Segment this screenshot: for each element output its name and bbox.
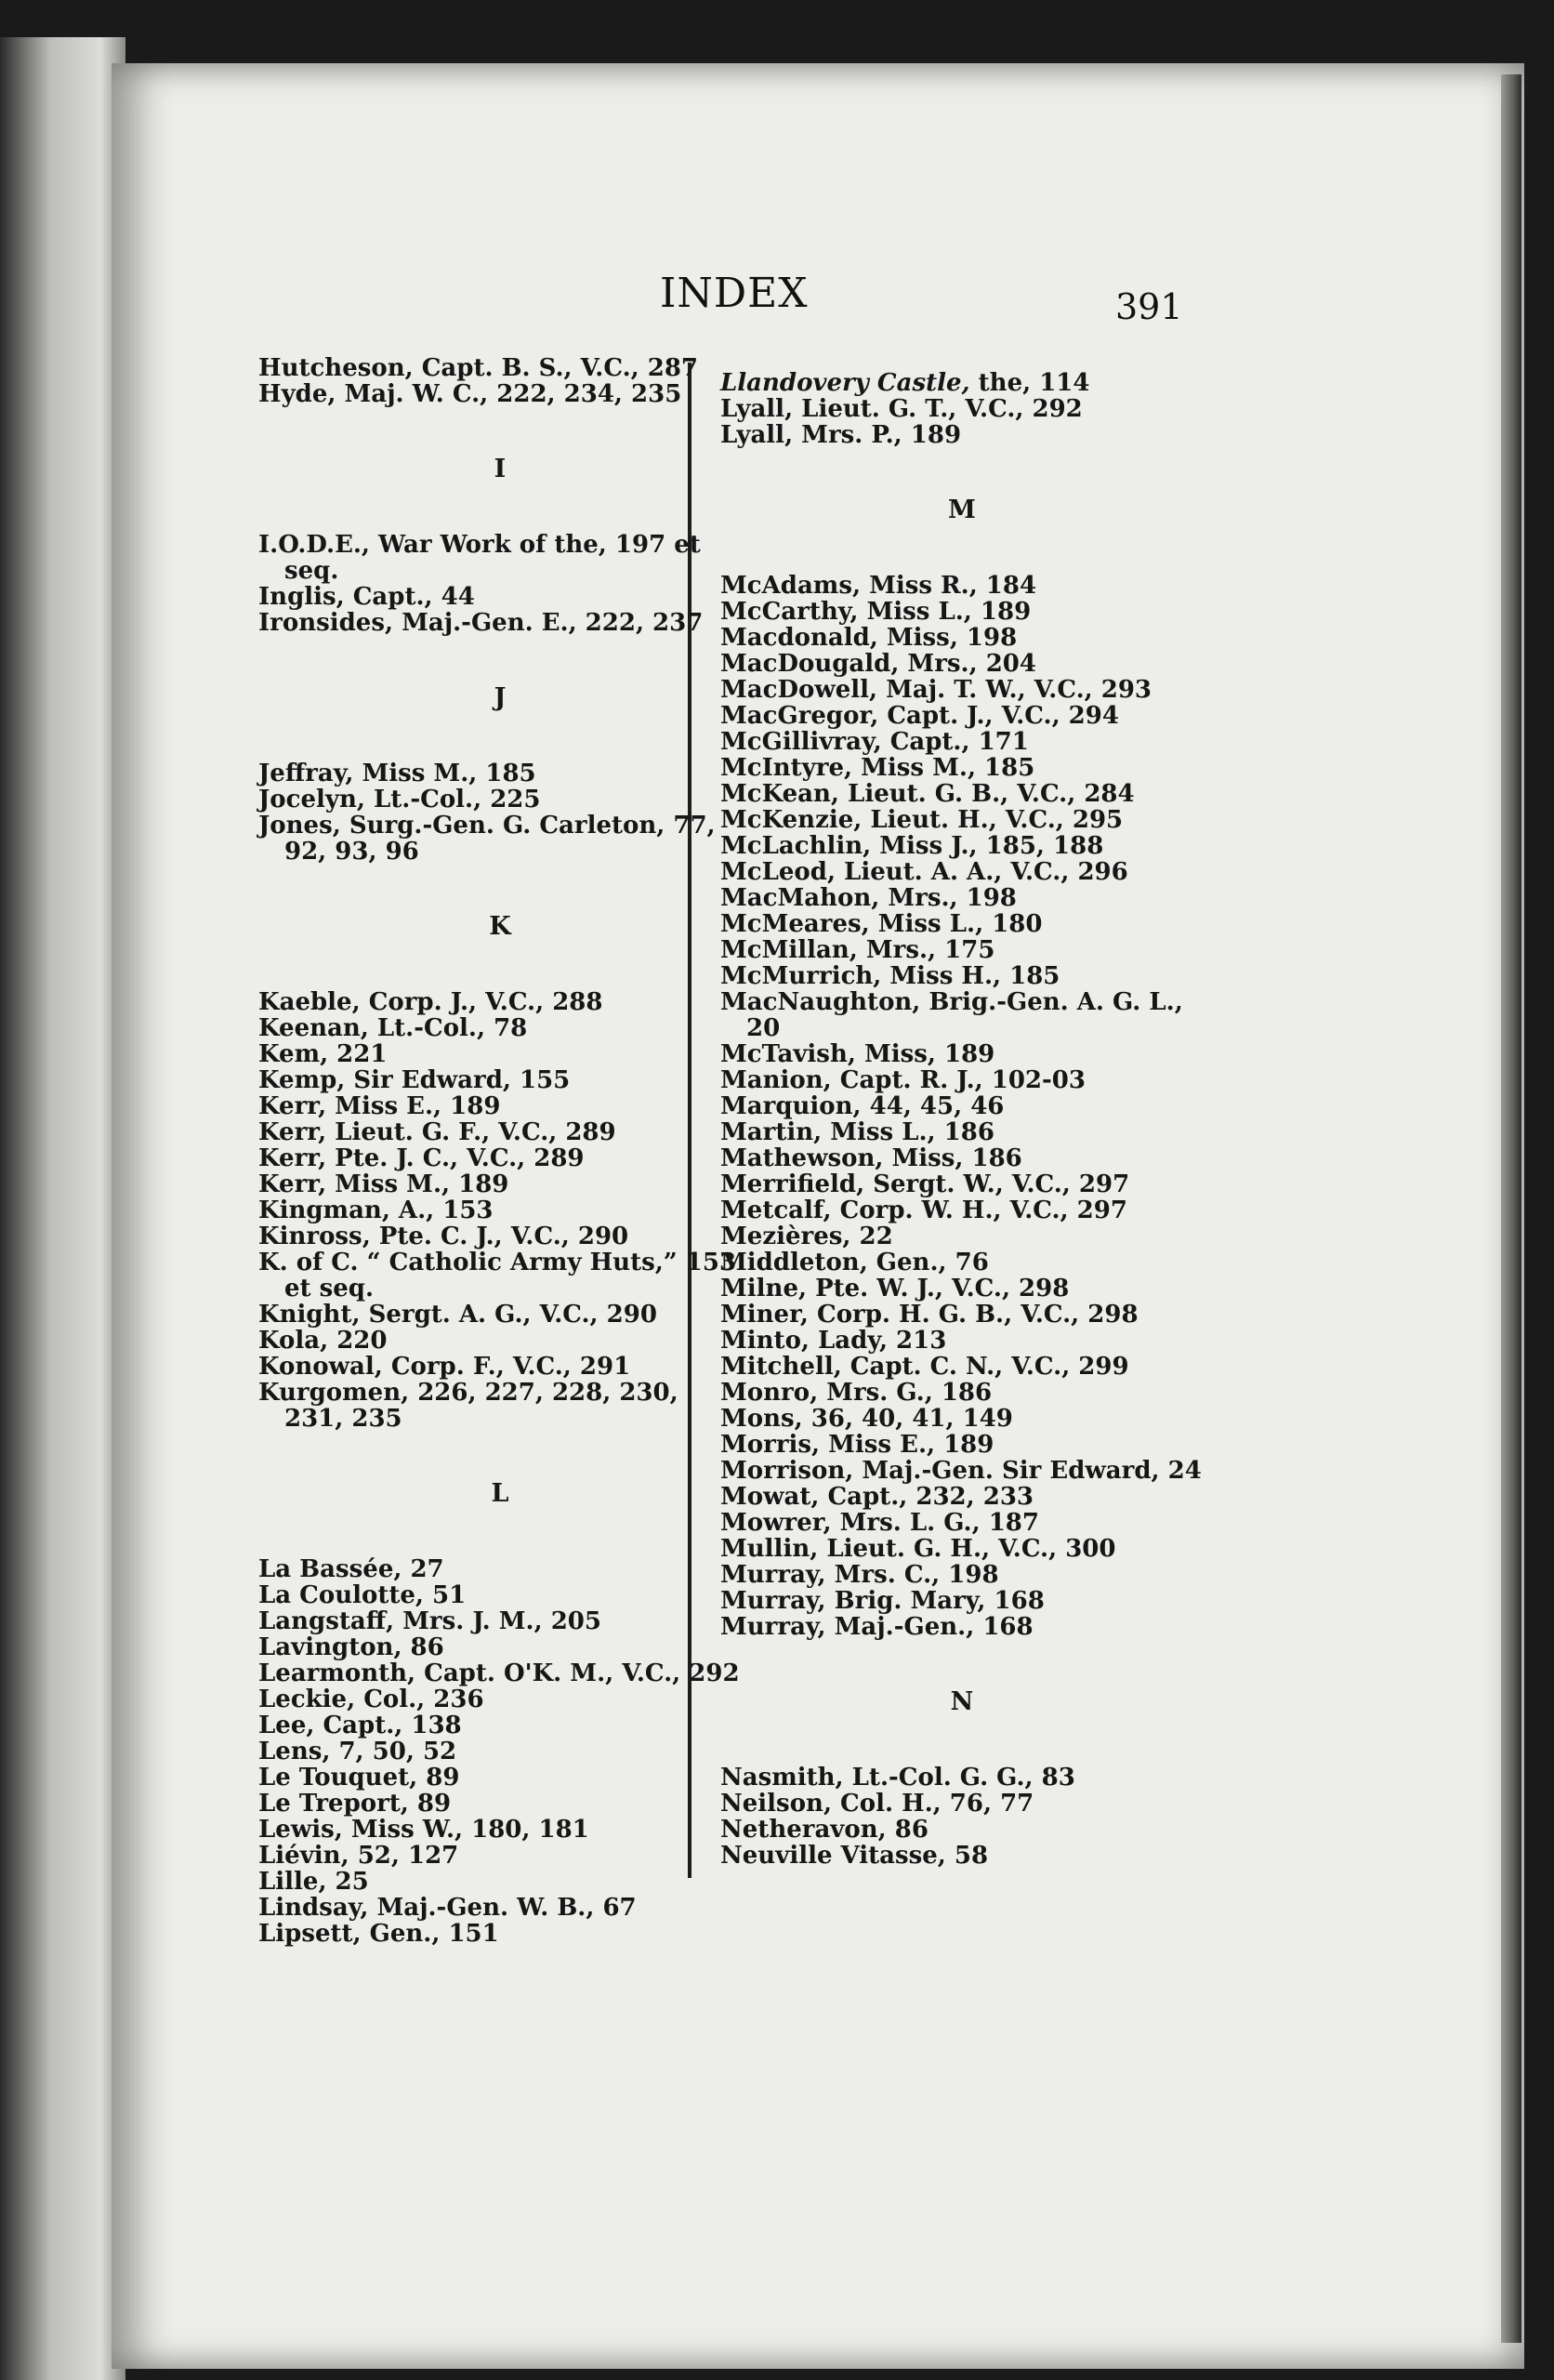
index-entry: Manion, Capt. R. J., 102-03 xyxy=(720,1066,1086,1094)
index-entry: Neuville Vitasse, 58 xyxy=(720,1842,989,1870)
index-entry: Lyall, Lieut. G. T., V.C., 292 xyxy=(720,395,1083,423)
index-entry: Hutcheson, Capt. B. S., V.C., 287 xyxy=(258,354,699,382)
index-section-letter: N xyxy=(950,1687,974,1716)
index-entry: McMillan, Mrs., 175 xyxy=(720,936,995,964)
index-entry: Miner, Corp. H. G. B., V.C., 298 xyxy=(720,1301,1139,1329)
index-column-right xyxy=(720,370,1204,1869)
index-entry: Mezières, 22 xyxy=(720,1223,893,1250)
index-entry: Ironsides, Maj.-Gen. E., 222, 237 xyxy=(258,609,704,637)
index-entry: Lipsett, Gen., 151 xyxy=(258,1920,499,1948)
index-entry: Kerr, Miss M., 189 xyxy=(258,1170,509,1198)
index-entry: Kurgomen, 226, 227, 228, 230, 231, 235 xyxy=(258,1379,678,1433)
index-entry: Lyall, Mrs. P., 189 xyxy=(720,421,962,449)
index-entry: Mowat, Capt., 232, 233 xyxy=(720,1483,1034,1511)
index-entry: Le Treport, 89 xyxy=(258,1790,452,1818)
index-entry: Kaeble, Corp. J., V.C., 288 xyxy=(258,988,603,1016)
index-entry: Knight, Sergt. A. G., V.C., 290 xyxy=(258,1301,657,1329)
index-entry: Murray, Mrs. C., 198 xyxy=(720,1561,999,1589)
index-entry: McLachlin, Miss J., 185, 188 xyxy=(720,832,1104,860)
index-entry: Jocelyn, Lt.-Col., 225 xyxy=(258,786,541,813)
index-section-letter: J xyxy=(494,683,507,712)
index-entry: McKean, Lieut. G. B., V.C., 284 xyxy=(720,780,1135,808)
index-entry: McLeod, Lieut. A. A., V.C., 296 xyxy=(720,858,1128,886)
index-entry: Kem, 221 xyxy=(258,1040,388,1068)
index-entry: Murray, Brig. Mary, 168 xyxy=(720,1587,1045,1615)
index-entry: McGillivray, Capt., 171 xyxy=(720,728,1029,756)
index-entry: McKenzie, Lieut. H., V.C., 295 xyxy=(720,806,1124,834)
index-entry: Mitchell, Capt. C. N., V.C., 299 xyxy=(720,1353,1129,1381)
index-entry: Metcalf, Corp. W. H., V.C., 297 xyxy=(720,1197,1127,1224)
index-entry: Kerr, Lieut. G. F., V.C., 289 xyxy=(258,1118,616,1146)
index-entry: Kerr, Pte. J. C., V.C., 289 xyxy=(258,1144,585,1172)
index-entry: Milne, Pte. W. J., V.C., 298 xyxy=(720,1275,1070,1302)
index-entry: MacNaughton, Brig.-Gen. A. G. L., 20 xyxy=(720,988,1183,1042)
index-entry: I.O.D.E., War Work of the, 197 et seq. xyxy=(258,531,701,585)
index-entry: Neilson, Col. H., 76, 77 xyxy=(720,1790,1034,1818)
page-number: 391 xyxy=(1115,286,1183,327)
index-entry: McAdams, Miss R., 184 xyxy=(720,572,1037,600)
index-entry: Nasmith, Lt.-Col. G. G., 83 xyxy=(720,1764,1075,1792)
index-entry: Lindsay, Maj.-Gen. W. B., 67 xyxy=(258,1894,637,1922)
index-section-letter: L xyxy=(491,1479,509,1508)
book-gutter xyxy=(0,37,125,2380)
index-entry: Minto, Lady, 213 xyxy=(720,1327,947,1355)
index-entry: Langstaff, Mrs. J. M., 205 xyxy=(258,1607,601,1635)
index-column-left xyxy=(258,355,742,1947)
index-entry: Hyde, Maj. W. C., 222, 234, 235 xyxy=(258,380,682,408)
index-entry: Kingman, A., 153 xyxy=(258,1197,494,1224)
index-entry: Lewis, Miss W., 180, 181 xyxy=(258,1816,589,1844)
index-entry: McMurrich, Miss H., 185 xyxy=(720,962,1060,990)
index-entry: Lille, 25 xyxy=(258,1868,369,1896)
index-entry: Inglis, Capt., 44 xyxy=(258,583,475,611)
index-entry: Kerr, Miss E., 189 xyxy=(258,1092,501,1120)
index-entry: Kola, 220 xyxy=(258,1327,388,1355)
index-entry: Learmonth, Capt. O'K. M., V.C., 292 xyxy=(258,1659,740,1687)
index-entry: Lavington, 86 xyxy=(258,1633,444,1661)
index-entry: Macdonald, Miss, 198 xyxy=(720,624,1018,652)
index-entry: MacGregor, Capt. J., V.C., 294 xyxy=(720,702,1119,730)
index-entry-italic: Llandovery Castle, xyxy=(720,369,970,397)
index-entry: MacDougald, Mrs., 204 xyxy=(720,650,1036,678)
index-entry: Jones, Surg.-Gen. G. Carleton, 77, 92, 93, 96 xyxy=(258,812,716,866)
index-entry: Mowrer, Mrs. L. G., 187 xyxy=(720,1509,1039,1537)
index-entry: Murray, Maj.-Gen., 168 xyxy=(720,1613,1034,1641)
index-entry: McIntyre, Miss M., 185 xyxy=(720,754,1035,782)
index-entry: Jeffray, Miss M., 185 xyxy=(258,760,536,787)
index-entry: Mullin, Lieut. G. H., V.C., 300 xyxy=(720,1535,1116,1563)
index-entry: McCarthy, Miss L., 189 xyxy=(720,598,1032,626)
index-entry: Leckie, Col., 236 xyxy=(258,1686,484,1713)
index-entry: Keenan, Lt.-Col., 78 xyxy=(258,1014,528,1042)
index-entry: La Bassée, 27 xyxy=(258,1555,444,1583)
index-entry: Morrison, Maj.-Gen. Sir Edward, 24 xyxy=(720,1457,1202,1485)
index-entry: Lee, Capt., 138 xyxy=(258,1712,462,1739)
index-section-letter: I xyxy=(494,455,507,483)
page-title: INDEX xyxy=(660,270,809,317)
index-entry: Monro, Mrs. G., 186 xyxy=(720,1379,993,1407)
index-entry: Middleton, Gen., 76 xyxy=(720,1249,989,1276)
index-entry: McTavish, Miss, 189 xyxy=(720,1040,995,1068)
index-entry: Kinross, Pte. C. J., V.C., 290 xyxy=(258,1223,629,1250)
index-entry: Lens, 7, 50, 52 xyxy=(258,1738,457,1765)
index-entry: Mathewson, Miss, 186 xyxy=(720,1144,1022,1172)
index-entry: Netheravon, 86 xyxy=(720,1816,928,1844)
index-entry: Morris, Miss E., 189 xyxy=(720,1431,994,1459)
index-entry: Merrifield, Sergt. W., V.C., 297 xyxy=(720,1170,1130,1198)
index-entry: Martin, Miss L., 186 xyxy=(720,1118,994,1146)
index-entry: Kemp, Sir Edward, 155 xyxy=(258,1066,571,1094)
index-section-letter: K xyxy=(489,912,511,941)
index-entry: K. of C. “ Catholic Army Huts,” 153 et seq. xyxy=(258,1249,737,1302)
index-entry: La Coulotte, 51 xyxy=(258,1581,467,1609)
index-entry: MacDowell, Maj. T. W., V.C., 293 xyxy=(720,676,1152,704)
index-entry: Liévin, 52, 127 xyxy=(258,1842,459,1870)
index-entry: Konowal, Corp. F., V.C., 291 xyxy=(258,1353,631,1381)
index-entry: McMeares, Miss L., 180 xyxy=(720,910,1043,938)
index-entry: Marquion, 44, 45, 46 xyxy=(720,1092,1005,1120)
index-entry: Le Touquet, 89 xyxy=(258,1764,460,1792)
index-section-letter: M xyxy=(948,496,976,524)
index-entry: MacMahon, Mrs., 198 xyxy=(720,884,1017,912)
index-entry: Mons, 36, 40, 41, 149 xyxy=(720,1405,1013,1433)
page-edge xyxy=(1501,74,1521,2343)
index-entry: Llandovery Castle, the, 114 xyxy=(720,369,1090,397)
